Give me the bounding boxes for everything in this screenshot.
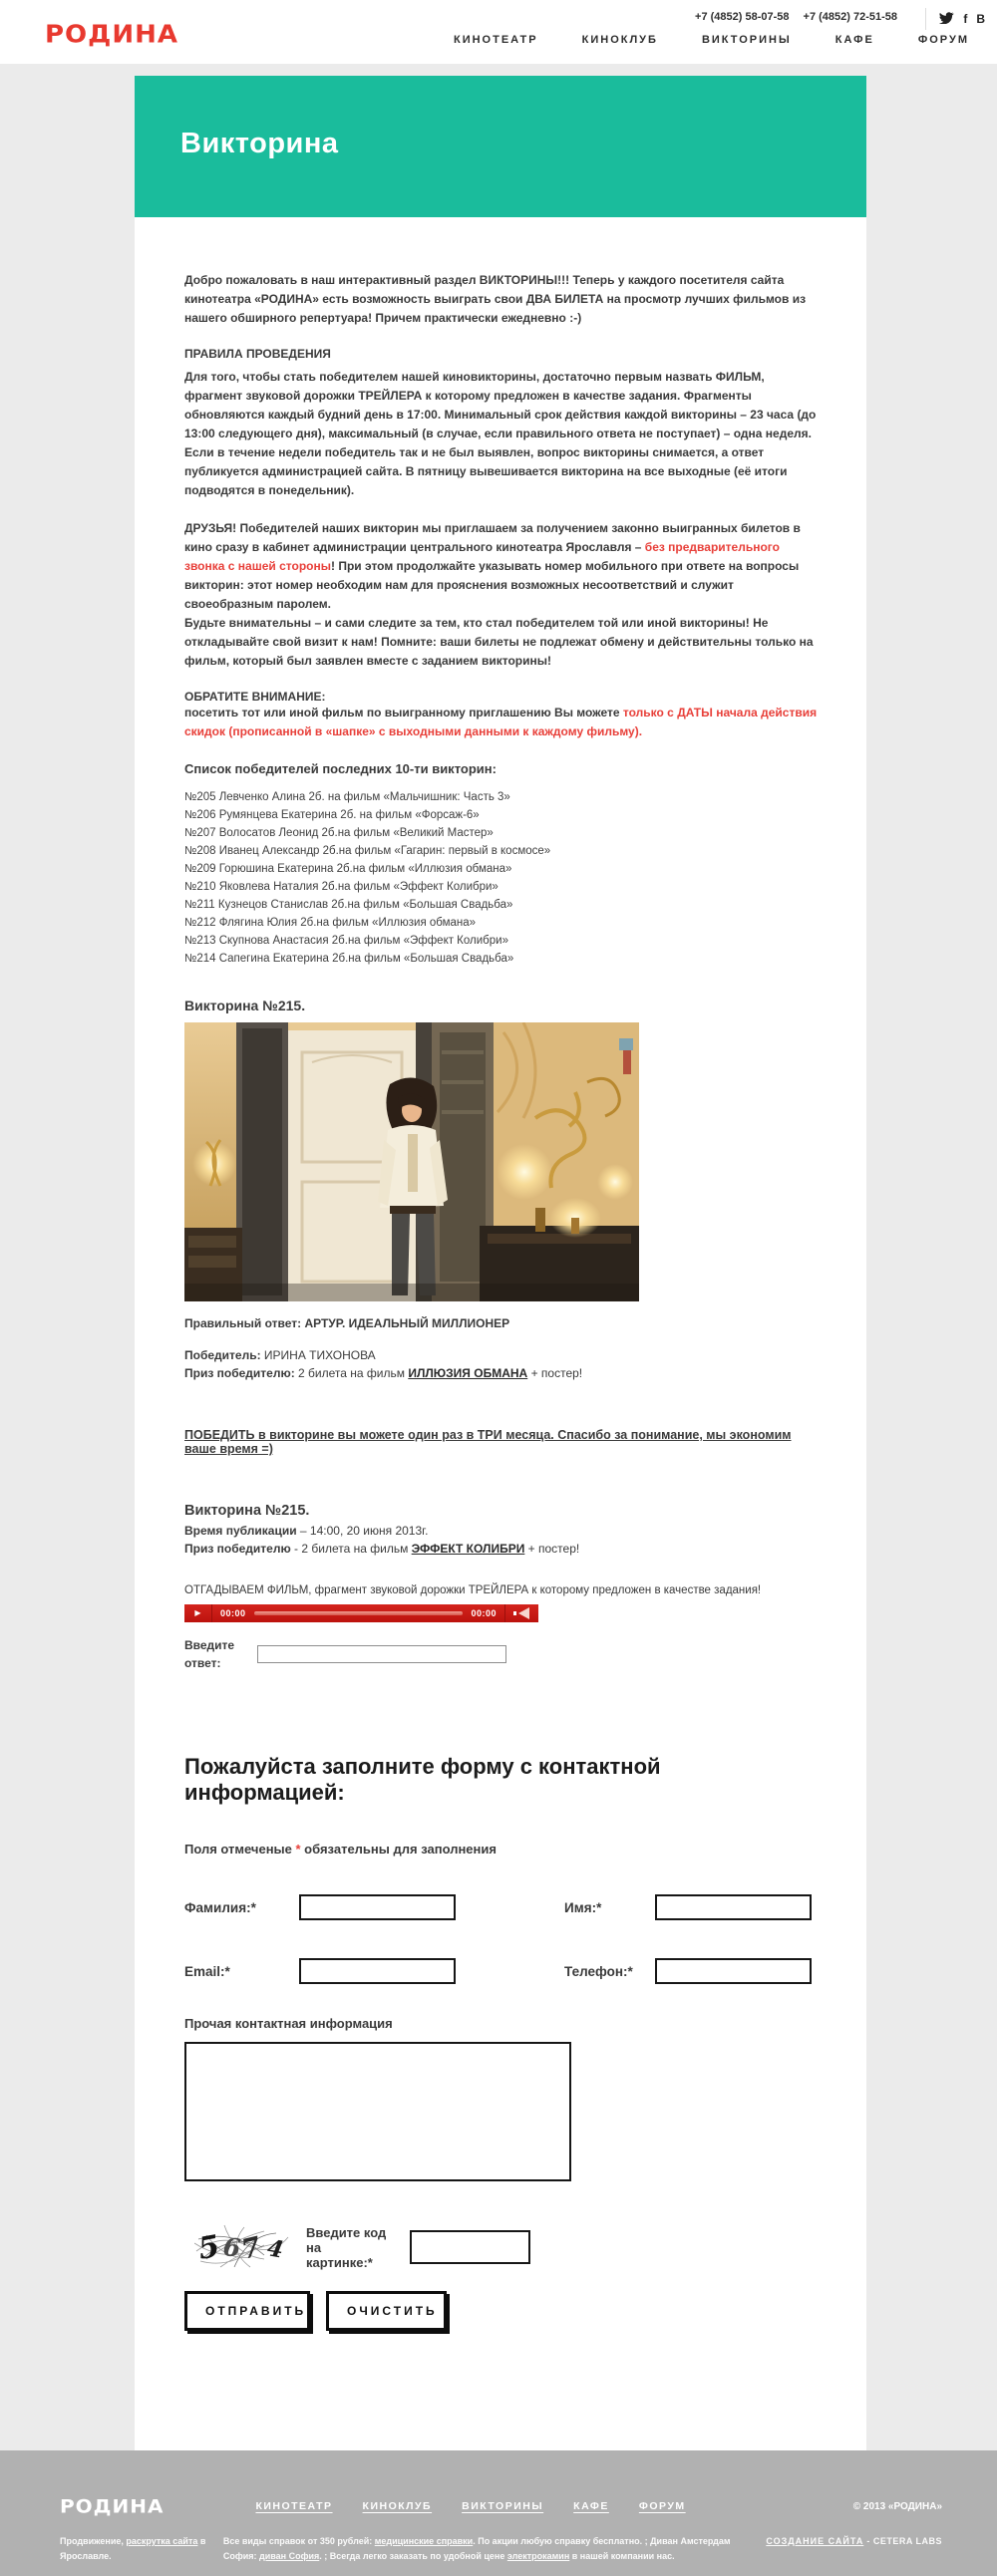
friends-text-1: ДРУЗЬЯ! Победителей наших викторин мы приглашаем за получением законно выигранных билетов в кино сразу в кабинет администрации центрального кинотеатра Ярославля – [184,521,801,554]
hero-banner [135,76,866,217]
main-content [135,217,866,2450]
promo-text-post: в Ярославле. [60,2536,206,2561]
email-field[interactable] [299,1958,456,1984]
attention-text: посетить тот или иной фильм по выигранному приглашению Вы можете [184,706,623,719]
footer-main-row [0,2494,997,2518]
winners-heading: Список победителей последних 10-ти викторин: [184,761,497,776]
footer-nav-kinoklub[interactable]: КИНОКЛУБ [362,2500,433,2512]
winner-item: №209 Горюшина Екатерина 2б.на фильм «Иллюзия обмана» [184,863,512,875]
vk-icon[interactable]: В [976,12,985,26]
past-quiz-heading: Викторина №215. [184,998,306,1013]
ads-text-3: . ; Всегда легко заказать по удобной цене [319,2551,507,2561]
winner-label: Победитель: [184,1348,264,1362]
nav-item-kafe[interactable]: КАФЕ [834,34,874,46]
answer-label: Правильный ответ: [184,1316,305,1330]
rules-paragraph: Для того, чтобы стать победителем нашей киновикторины, достаточно первым назвать ФИЛЬМ, фрагмент звуковой дорожки ТРЕЙЛЕРА к которому предложен в качестве задания. Фрагменты обновляются каждый будний день в 17:00. Минимальный срок действия каждой викторины – 23 часа (до 13:00 следующего дня), максимальный (в случае, если правильного ответа не поступает) – одна неделя. Если в течение недели победитель так и не был выявлен, вопрос викторины снимается, а ответ публикуется администрацией сайта. В пятницу вывешивается викторина на все выходные (её итоги подводятся в понедельник). [184,370,817,497]
winners-list [184,788,821,968]
current-prize-line [184,1540,821,1558]
prize-text-post: + постер! [527,1366,583,1380]
answer-value: АРТУР. ИДЕАЛЬНЫЙ МИЛЛИОНЕР [304,1316,510,1330]
nav-item-forum[interactable]: ФОРУМ [917,34,969,46]
current-prize-movie-link[interactable]: ЭФФЕКТ КОЛИБРИ [411,1542,525,1556]
captcha-row [184,2221,821,2273]
correct-answer-line [184,1314,821,1332]
answer-row [184,1636,821,1672]
form-buttons [184,2291,821,2331]
nav-item-kinoteatr[interactable]: КИНОТЕАТР [453,34,538,46]
ads-link-divan[interactable]: диван София [259,2551,320,2561]
captcha-digit: 5 [195,2228,222,2267]
footer-logo[interactable]: РОДИНА [60,2494,165,2518]
winner-item: №205 Левченко Алина 2б. на фильм «Мальчишник: Часть 3» [184,791,510,803]
captcha-digit: 6 [221,2232,242,2263]
winner-item: №211 Кузнецов Станислав 2б.на фильм «Большая Свадьба» [184,899,513,911]
footer-ads [223,2534,760,2564]
site-creation-text: - CETERA LABS [863,2536,942,2546]
quiz-task-line: ОТГАДЫВАЕМ ФИЛЬМ, фрагмент звуковой дорожки ТРЕЙЛЕРА к которому предложен в качестве задания! [184,1584,762,1596]
attention-paragraph [184,704,821,741]
site-header [0,0,997,64]
footer-promo [60,2534,213,2564]
firstname-label: Имя:* [564,1899,602,1915]
footer-nav-viktoriny[interactable]: ВИКТОРИНЫ [462,2500,544,2512]
player-progress-bar[interactable] [254,1611,464,1615]
form-heading: Пожалуйста заполните форму с контактной информацией: [184,1754,661,1805]
player-time-total: 00:00 [471,1608,497,1618]
captcha-digit: 4 [264,2234,286,2264]
ads-text-1: Все виды справок от 350 рублей: [222,2536,375,2546]
play-button[interactable] [184,1604,212,1622]
prize-label: Приз победителю: [184,1366,299,1380]
rules-heading: ПРАВИЛА ПРОВЕДЕНИЯ [184,347,331,361]
reset-button[interactable]: ОЧИСТИТЬ [326,2291,447,2331]
winner-item: №212 Флягина Юлия 2б.на фильм «Иллюзия обмана» [184,917,477,929]
friends-text-3: Будьте внимательны – и сами следите за тем, кто стал победителем той или иной викторины! Не откладывайте свой визит к нам! Помните: ваши билеты не подлежат обмену и действительны только на фильм, который был заявлен вместе с заданием викторины! [184,616,814,668]
friends-red-text: без предварительного звонка с нашей стороны [184,540,780,573]
quiz-result-block [184,1314,821,1382]
winner-item: №214 Сапегина Екатерина 2б.на фильм «Большая Свадьба» [184,953,514,965]
current-prize-text-post: + постер! [524,1542,580,1556]
friends-paragraph [184,519,821,671]
publish-time-line [184,1522,821,1540]
winner-item: №213 Скупнова Анастасия 2б.на фильм «Эффект Колибри» [184,935,508,947]
player-time-current: 00:00 [220,1608,246,1618]
current-prize-text: - 2 билета на фильм [290,1542,412,1556]
phone-label: Телефон:* [564,1963,633,1979]
winner-item: №208 Иванец Александр 2б.на фильм «Гагарин: первый в космосе» [184,845,551,857]
ads-text-2: . По акции любую справку бесплатно. ; Диван Амстердам София: [222,2536,731,2561]
required-note-text-post: обязательны для заполнения [300,1842,497,1857]
firstname-field[interactable] [655,1894,812,1920]
ads-link-kamin[interactable]: электрокамин [506,2551,570,2561]
submit-button[interactable]: ОТПРАВИТЬ [184,2291,310,2331]
phone-number-1: +7 (4852) 58-07-58 [695,11,790,23]
current-quiz-heading: Викторина №215. [184,1503,310,1519]
other-info-textarea[interactable] [184,2042,571,2181]
volume-button[interactable] [504,1604,538,1622]
winner-value: ИРИНА ТИХОНОВА [263,1348,376,1362]
attention-heading: ОБРАТИТЕ ВНИМАНИЕ: [184,690,326,704]
prize-text: 2 билета на фильм [298,1366,409,1380]
nav-item-kinoklub[interactable]: КИНОКЛУБ [581,34,658,46]
lastname-label: Фамилия:* [184,1899,256,1915]
play-icon: ▶ [194,1608,201,1617]
publish-time-value: – 14:00, 20 июня 2013г. [296,1524,429,1538]
audio-player [184,1604,538,1622]
nav-item-viktoriny[interactable]: ВИКТОРИНЫ [701,34,792,46]
winner-item: №207 Волосатов Леонид 2б.на фильм «Великий Мастер» [184,827,494,839]
prize-movie-link[interactable]: ИЛЛЮЗИЯ ОБМАНА [408,1366,528,1380]
copyright: © 2013 «РОДИНА» [852,2500,942,2512]
promo-text: Продвижение, [60,2536,127,2546]
prize-line [184,1364,821,1382]
publish-time-label: Время публикации [184,1524,297,1538]
site-creation-link[interactable]: СОЗДАНИЕ САЙТА [766,2536,864,2546]
site-footer [0,2450,997,2576]
required-fields-note [184,1842,821,1857]
footer-nav-kinoteatr[interactable]: КИНОТЕАТР [255,2500,333,2512]
main-nav [454,34,969,46]
lastname-field[interactable] [299,1894,456,1920]
email-label: Email:* [184,1963,230,1979]
phone-field[interactable] [655,1958,812,1984]
twitter-icon[interactable] [939,12,954,26]
intro-paragraph: Добро пожаловать в наш интерактивный раздел ВИКТОРИНЫ!!! Теперь у каждого посетителя сайта кинотеатра «РОДИНА» есть возможность выиграть свои ДВА БИЛЕТА на просмотр лучших фильмов из нашего обширного репертуара! Причем практически ежедневно :-) [184,273,807,325]
winner-line [184,1346,821,1364]
winner-item: №206 Румянцева Екатерина 2б. на фильм «Форсаж-6» [184,809,480,821]
page-title: Викторина [180,128,339,159]
footer-nav-forum[interactable]: ФОРУМ [638,2500,686,2512]
captcha-field[interactable] [410,2230,530,2264]
win-frequency-notice-link[interactable]: ПОБЕДИТЬ в викторине вы можете один раз в ТРИ месяца. Спасибо за понимание, мы экономим ваше время =) [184,1428,792,1456]
footer-nav-kafe[interactable]: КАФЕ [573,2500,609,2512]
form-row-1 [184,1894,821,1920]
promo-link[interactable]: раскрутка сайта [126,2536,198,2546]
current-quiz-block [184,1502,821,1672]
quiz-answer-input[interactable] [257,1645,506,1663]
header-phones [695,11,897,23]
captcha-image [194,2221,290,2273]
footer-bottom-row [0,2518,997,2564]
volume-icon [513,1607,530,1619]
required-note-text: Поля отмеченые [184,1842,296,1857]
footer-credits [760,2534,942,2564]
friends-text-2: ! При этом продолжайте указывать номер мобильного при ответе на вопросы викторин: этот номер необходим нам для прояснения возможных несоответствий и служит своеобразным паролем. [184,559,800,611]
site-logo[interactable]: РОДИНА [45,20,178,50]
required-star: * [295,1842,301,1857]
other-info-label: Прочая контактная информация [184,2016,393,2031]
captcha-label: Введите код на картинке:* [306,2224,387,2270]
quiz-photo [184,1022,639,1301]
answer-input-label: Введите ответ: [184,1638,235,1670]
current-prize-label: Приз победителю [184,1542,291,1556]
footer-nav [255,2500,685,2512]
social-links [925,8,985,30]
captcha-digit: 7 [238,2231,264,2266]
ads-link-spravki[interactable]: медицинские справки [374,2536,474,2546]
winner-item: №210 Яковлева Наталия 2б.на фильм «Эффект Колибри» [184,881,498,893]
attention-red-text: только с ДАТЫ начала действия скидок (прописанной в «шапке» с выходными данными к каждому фильму). [184,706,818,738]
phone-number-2: +7 (4852) 72-51-58 [803,11,897,23]
ads-text-4: в нашей компании нас. [569,2551,675,2561]
facebook-icon[interactable]: f [963,12,968,26]
form-row-2 [184,1958,821,1984]
